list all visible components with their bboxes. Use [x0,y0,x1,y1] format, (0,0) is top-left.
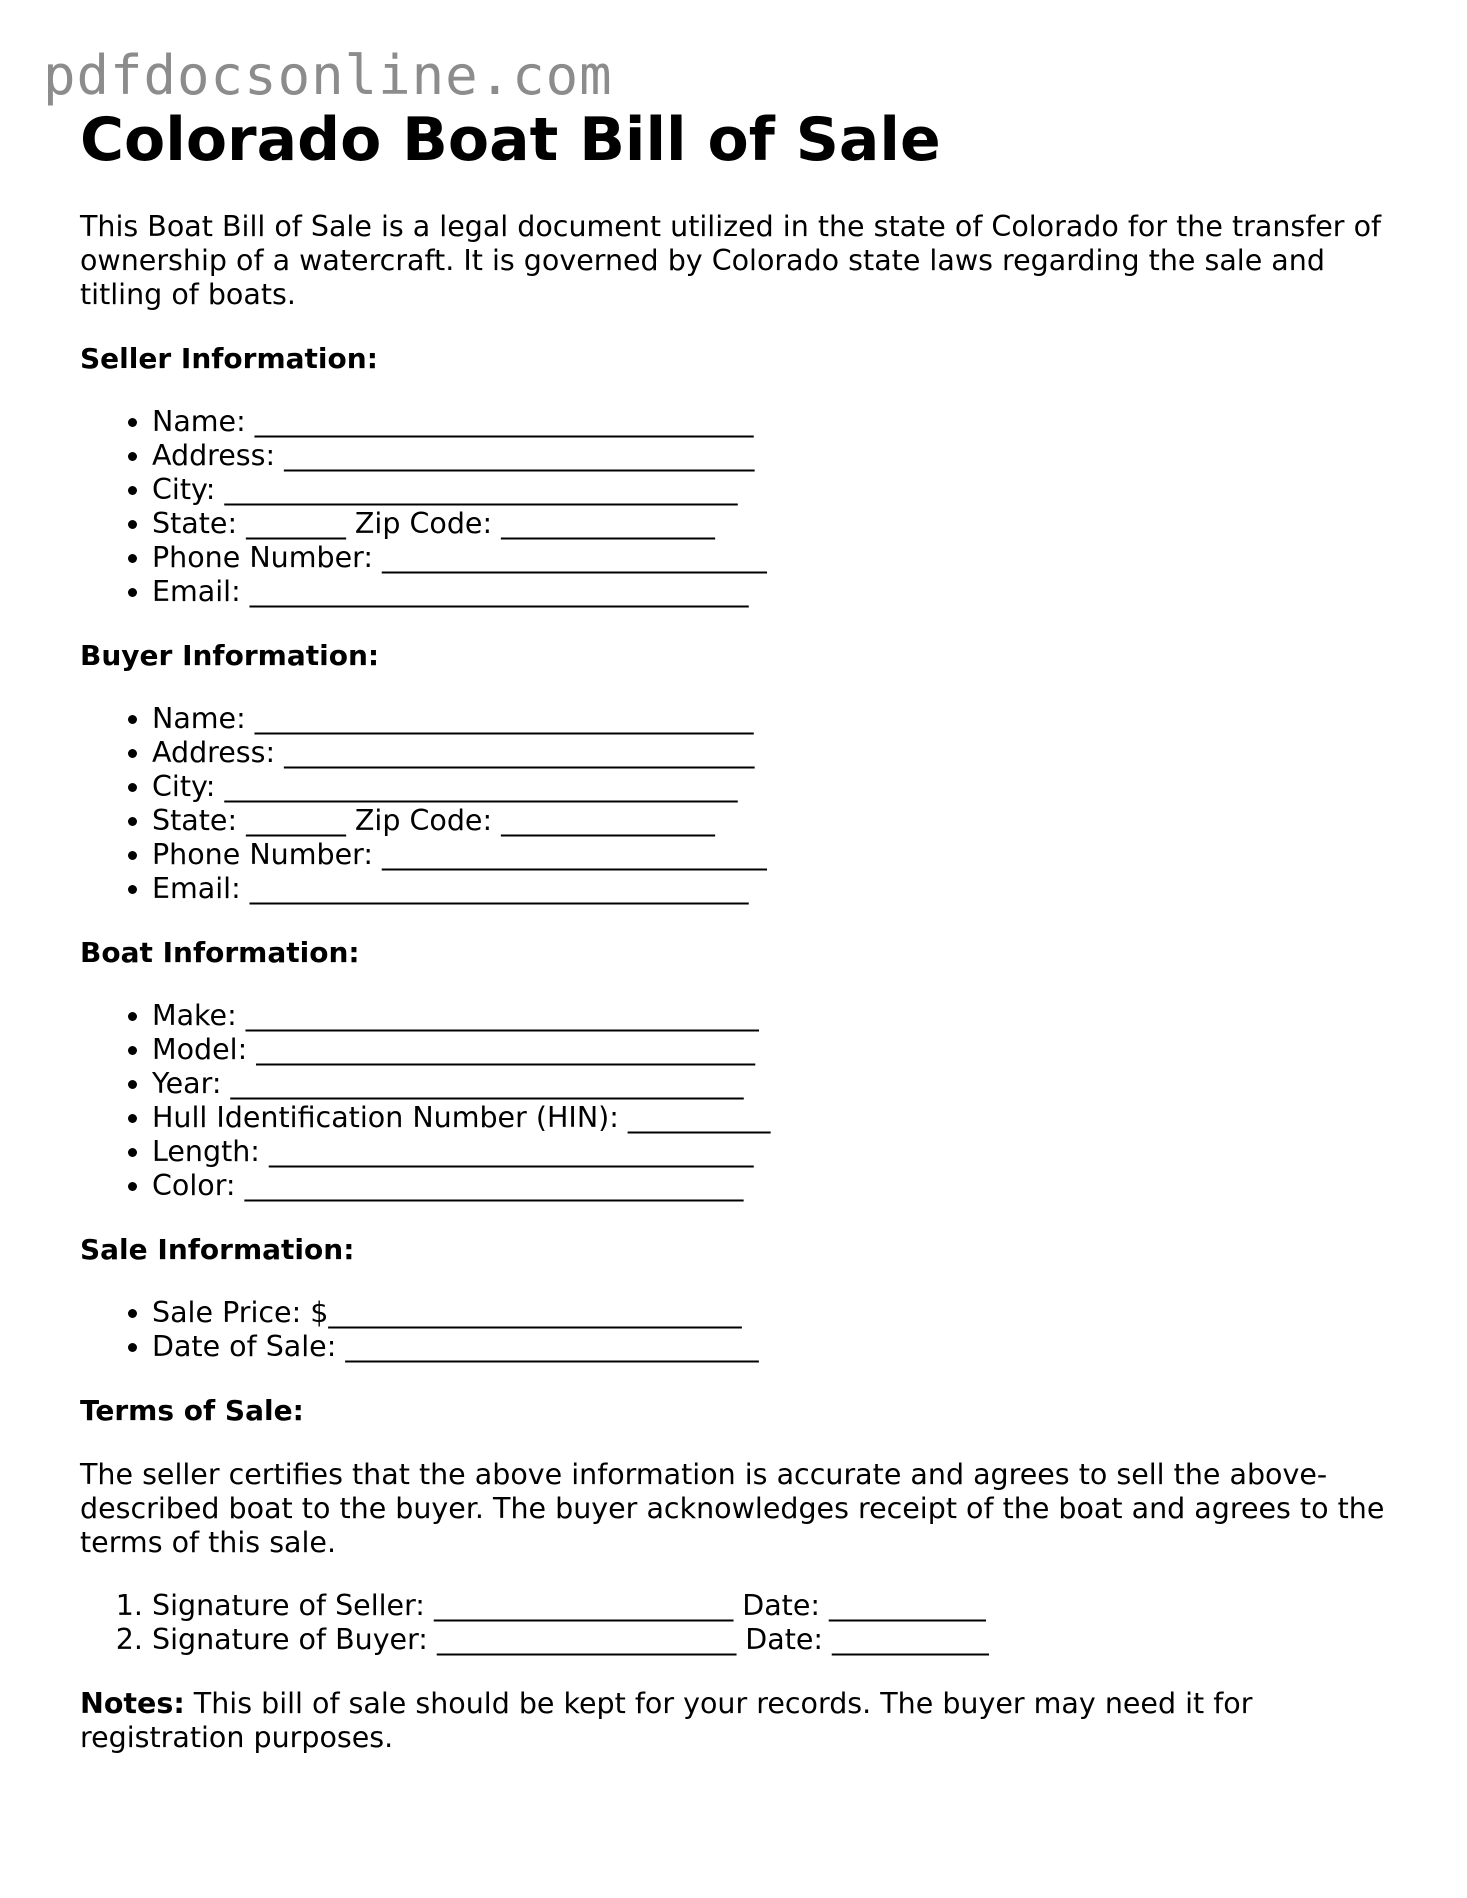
signature-list [80,1589,1400,1657]
document-title: Colorado Boat Bill of Sale [80,105,941,175]
terms-paragraph: The seller certifies that the above information is accurate and agrees to sell the above-described boat to the buyer. The buyer acknowledges receipt of the boat and agrees to the terms of this sale. [80,1458,1385,1559]
seller-heading: Seller Information: [80,342,378,375]
boat-color-field[interactable]: • Color: ___________________________________ [152,1169,1400,1203]
notes-text: This bill of sale should be kept for your records. The buyer may need it for registration purposes. [80,1687,1253,1754]
boat-year-field[interactable]: • Year: ____________________________________ [152,1067,1400,1101]
buyer-state-zip-field[interactable]: • State: _______ Zip Code: _______________ [152,804,1400,838]
buyer-heading: Buyer Information: [80,639,380,672]
boat-model-field[interactable]: • Model: ___________________________________ [152,1033,1400,1067]
buyer-signature-field[interactable]: 2. Signature of Buyer: _____________________ Date: ___________ [152,1623,1400,1657]
notes-paragraph [80,1687,1400,1755]
boat-length-field[interactable]: • Length: __________________________________ [152,1135,1400,1169]
watermark-logo: pdfdocsonline.com [43,44,613,107]
notes-label: Notes: [80,1687,185,1720]
terms-heading: Terms of Sale: [80,1394,304,1427]
sale-price-field[interactable]: • Sale Price: $_____________________________ [152,1296,1400,1330]
intro-paragraph: This Boat Bill of Sale is a legal document utilized in the state of Colorado for the transfer of ownership of a watercraft. It is governed by Colorado state laws regarding the sale and titling of boats. [80,210,1382,311]
sale-heading: Sale Information: [80,1233,355,1266]
buyer-city-field[interactable]: • City: ____________________________________ [152,770,1400,804]
sale-date-field[interactable]: • Date of Sale: _____________________________ [152,1330,1400,1364]
seller-signature-field[interactable]: 1. Signature of Seller: _____________________ Date: ___________ [152,1589,1400,1623]
seller-list [80,405,1400,609]
boat-heading: Boat Information: [80,936,360,969]
buyer-name-field[interactable]: • Name: ___________________________________ [152,702,1400,736]
seller-name-field[interactable]: • Name: ___________________________________ [152,405,1400,439]
seller-address-field[interactable]: • Address: _________________________________ [152,439,1400,473]
buyer-email-field[interactable]: • Email: ___________________________________ [152,872,1400,906]
buyer-address-field[interactable]: • Address: _________________________________ [152,736,1400,770]
seller-email-field[interactable]: • Email: ___________________________________ [152,575,1400,609]
seller-city-field[interactable]: • City: ____________________________________ [152,473,1400,507]
seller-state-zip-field[interactable]: • State: _______ Zip Code: _______________ [152,507,1400,541]
seller-phone-field[interactable]: • Phone Number: ___________________________ [152,541,1400,575]
sale-list [80,1296,1400,1364]
document-body [80,100,1400,1755]
buyer-list [80,702,1400,906]
boat-make-field[interactable]: • Make: ____________________________________ [152,999,1400,1033]
boat-list [80,999,1400,1203]
buyer-phone-field[interactable]: • Phone Number: ___________________________ [152,838,1400,872]
boat-hin-field[interactable]: • Hull Identification Number (HIN): __________ [152,1101,1400,1135]
